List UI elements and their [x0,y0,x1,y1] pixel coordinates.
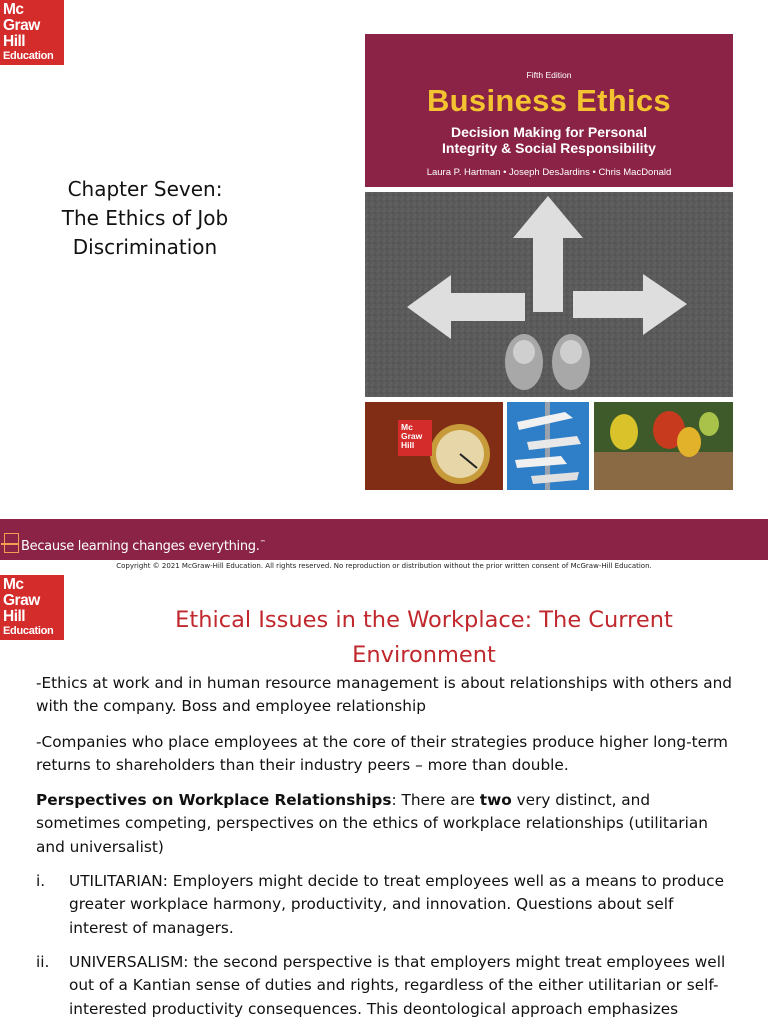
cover-subtitle-line: Decision Making for Personal [450,124,648,140]
paragraph-text: very distinct, and sometimes competing, perspectives on the ethics of workplace relationships (utilitarian and universalist) [36,791,708,856]
mcgraw-hill-logo [0,0,64,65]
paragraph-text: : There are [391,791,480,809]
trademark-symbol: ™ [259,539,266,547]
logo-line: Hill [401,439,415,450]
road-arrows-illustration [365,192,733,397]
logo-line: Mc [401,422,413,432]
list-number: ii. [36,953,50,971]
mcgraw-hill-logo [0,575,64,640]
list-number: i. [36,872,46,890]
logo-line: Mc [3,576,24,593]
tagline [21,539,265,554]
slide-title-line: Environment [352,641,496,668]
paragraph-companies: -Companies who place employees at the core of their strategies produce higher long-term returns to shareholders than their industry peers – more than double. [36,733,728,775]
cover-header [365,34,733,187]
logo-line: Graw [3,592,40,609]
tagline-bar [0,519,768,560]
cover-subtitle-line: Integrity & Social Responsibility [442,140,656,157]
cover-title: Business Ethics [427,83,671,118]
slide-title-line: Ethical Issues in the Workplace: The Current [175,607,673,633]
list-item-utilitarian [36,870,736,940]
perspectives-heading: Perspectives on Workplace Relationships [36,791,392,809]
chapter-title-line: The Ethics of Job [61,206,229,230]
paragraph-ethics-at-work: -Ethics at work and in human resource management is about relationships with others and with the company. Boss and employee relationship [36,674,733,716]
cover-edition: Fifth Edition [526,70,572,80]
logo-line: Hill [3,33,26,50]
road-arrows-image [365,192,733,397]
logo-line: Education [3,49,54,62]
list-item-universalism [36,951,736,1021]
cover-mcgraw-hill-logo [398,420,432,456]
compass-photo [365,402,503,490]
emphasis-two: two [479,791,512,809]
chapter-title-line: Discrimination [72,235,218,259]
logo-line: Mc [3,1,24,18]
cover-photo-strip [365,402,733,490]
logo-line: Education [3,624,54,637]
logo-line: Hill [3,608,26,625]
copyright-notice: Copyright © 2021 McGraw-Hill Education. All rights reserved. No reproduction or distribution without the prior written consent of McGraw-Hill Education. [116,562,652,570]
logo-line: Graw [3,17,40,34]
tagline-text: Because learning changes everything. [21,539,260,554]
paragraph-perspectives [36,789,736,859]
cover-authors: Laura P. Hartman • Joseph DesJardins • Chris MacDonald [426,167,672,178]
book-cover [365,34,733,490]
list-text: UTILITARIAN: Employers might decide to treat employees well as a means to produce greater workplace harmony, productivity, and innovation. Questions about self interest of managers. [69,872,724,937]
chapter-title-line: Chapter Seven: [67,177,223,201]
signpost-photo [507,402,589,490]
list-text: UNIVERSALISM: the second perspective is that employers might treat employees well out of a Kantian sense of duties and rights, regardless of the either utilitarian or self-interested productivity consequences. This deontological approach emphasizes [69,953,726,1018]
autumn-leaves-photo [594,402,733,490]
slide-title [110,603,738,673]
logo-line: Graw [401,430,423,441]
chapter-title [30,175,260,262]
book-icon [4,533,19,553]
cover-subtitle [365,124,733,156]
